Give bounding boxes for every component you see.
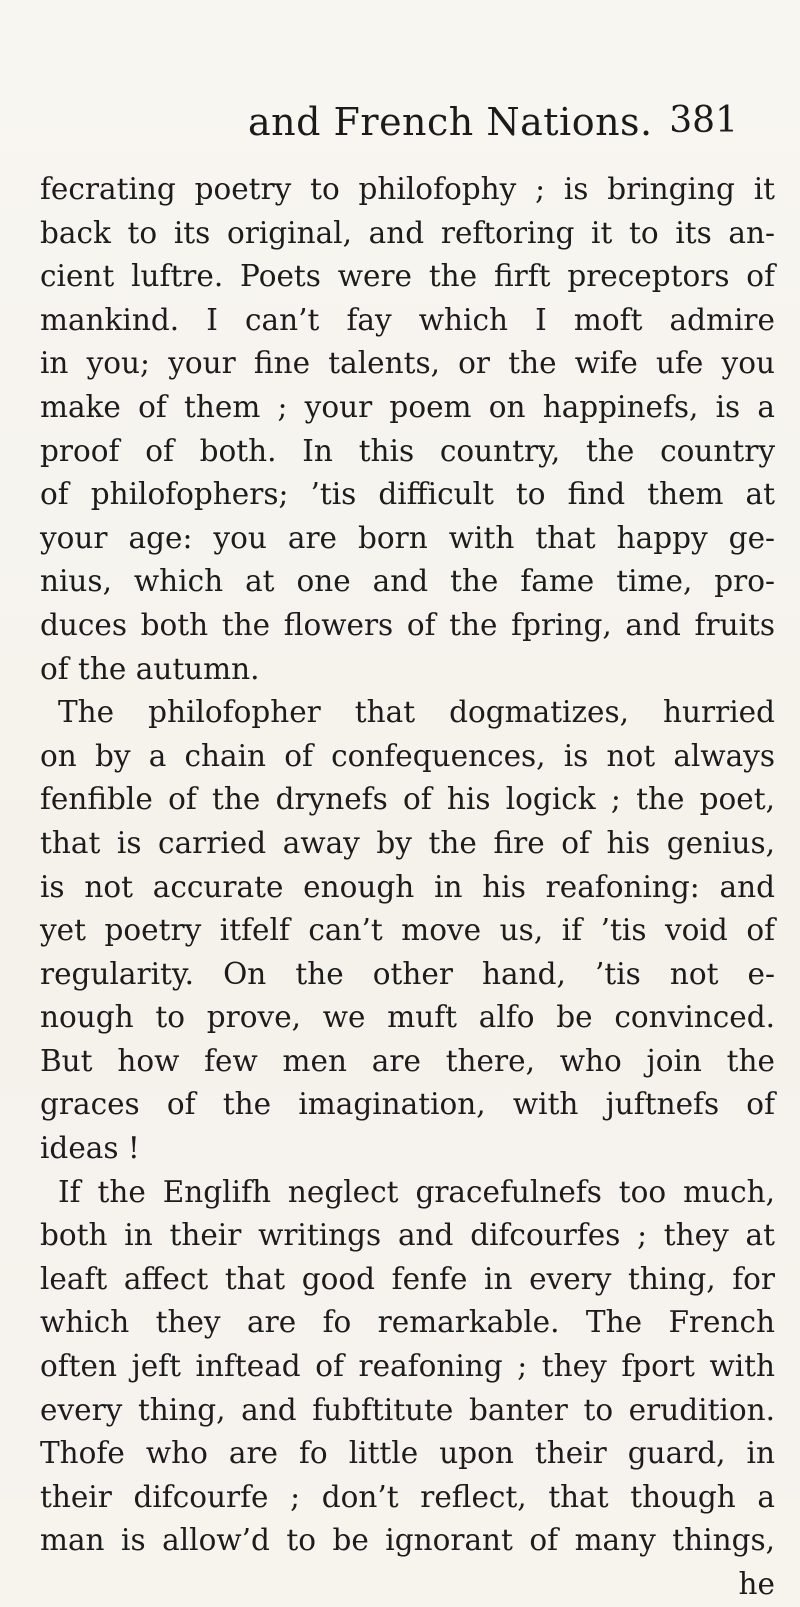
text-line: graces of the imagination, with juftnefs of	[40, 1087, 775, 1122]
page-number: 381	[669, 100, 738, 141]
text-line: regularity. On the other hand, ’tis not e-	[40, 956, 775, 991]
text-line: of the autumn.	[40, 651, 260, 686]
text-line: mankind. I can’t fay which I moft admire	[40, 302, 775, 337]
text-line: leaft affect that good fenfe in every thing, for	[40, 1261, 775, 1296]
text-line: their difcourfe ; don’t reflect, that though a	[40, 1479, 775, 1514]
text-line: fecrating poetry to philofophy ; is bringing it	[40, 172, 775, 206]
text-line: is not accurate enough in his reafoning: and	[40, 869, 775, 904]
text-line: back to its original, and reftoring it to its an-	[40, 215, 775, 250]
text-line: which they are fo remarkable. The French	[40, 1305, 775, 1340]
text-line: yet poetry itfelf can’t move us, if ’tis void of	[40, 913, 775, 948]
text-line: The philofopher that dogmatizes, hurried	[58, 695, 775, 730]
text-line: both in their writings and difcourfes ; they at	[40, 1218, 775, 1253]
text-line: in you; your fine talents, or the wife ufe you	[40, 346, 775, 381]
text-line: But how few men are there, who join the	[40, 1043, 775, 1078]
text-line: proof of both. In this country, the country	[40, 433, 775, 468]
text-line: If the Englifh neglect gracefulnefs too much,	[58, 1174, 775, 1209]
text-line: man is allow’d to be ignorant of many things,	[40, 1523, 775, 1558]
page-header	[248, 100, 738, 160]
text-line: of philofophers; ’tis difficult to find them at	[40, 477, 775, 512]
text-line: ideas !	[40, 1131, 140, 1166]
text-line: that is carried away by the fire of his genius,	[40, 825, 775, 860]
body-text	[40, 168, 775, 1607]
text-line: your age: you are born with that happy ge-	[40, 520, 775, 555]
text-line: Thofe who are fo little upon their guard, in	[40, 1436, 775, 1471]
text-line: cient luftre. Poets were the firft preceptors of	[40, 259, 775, 294]
text-line: every thing, and fubftitute banter to erudition.	[40, 1392, 775, 1427]
text-line: nough to prove, we muft alfo be convinced.	[40, 1000, 775, 1035]
text-line: fenfible of the drynefs of his logick ; the poet,	[40, 782, 775, 817]
catchword: he	[738, 1567, 775, 1601]
text-line: duces both the flowers of the fpring, and fruits	[40, 607, 775, 642]
text-line: on by a chain of confequences, is not always	[40, 738, 775, 773]
running-title: and French Nations.	[248, 100, 653, 144]
text-line: often jeft inftead of reafoning ; they fport with	[40, 1349, 775, 1384]
text-line: nius, which at one and the fame time, pro-	[40, 564, 775, 599]
text-line: make of them ; your poem on happinefs, is a	[40, 389, 775, 424]
